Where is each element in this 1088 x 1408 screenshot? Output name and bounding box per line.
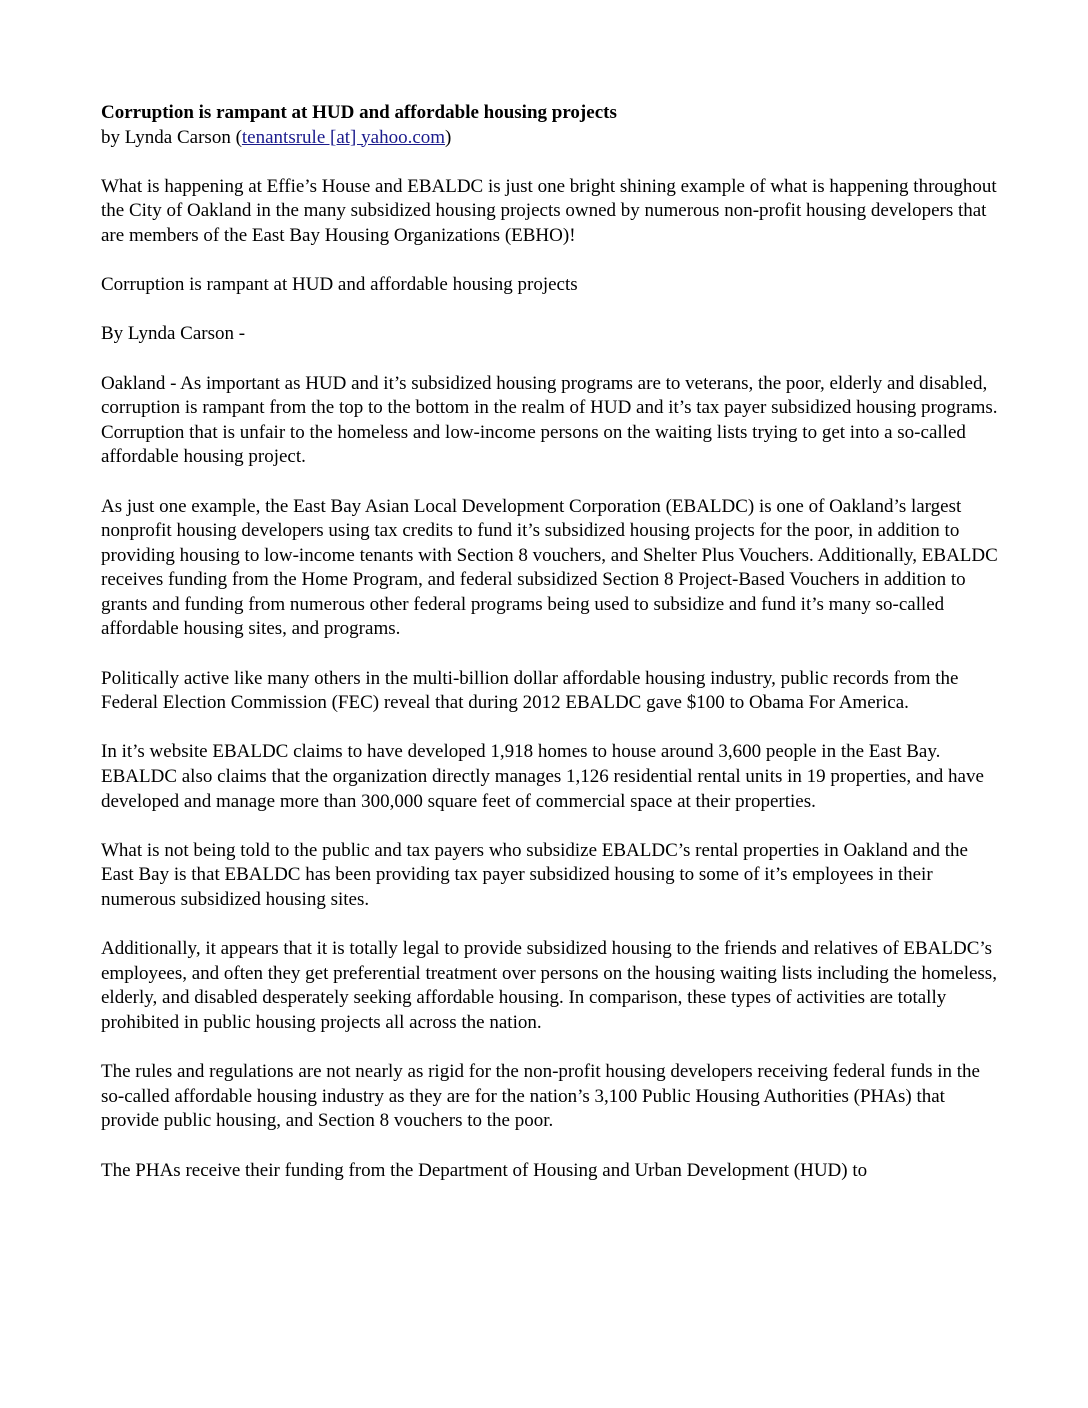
paragraph: Additionally, it appears that it is totally legal to provide subsidized housing to the friends and relatives of EBALDC’s employees, and often they get preferential treatment over persons on the housing waiting lists including the homeless, elderly, and disabled desperately seeking affordable housing. In comparison, these types of activities are totally prohibited in public housing projects all across the nation. (101, 938, 997, 1033)
paragraph: As just one example, the East Bay Asian Local Development Corporation (EBALDC) is one of Oakland’s largest nonprofit housing developers using tax credits to fund it’s subsidized housing projects for the poor, in addition to providing housing to low-income tenants with Section 8 vouchers, and Shelter Plus Vouchers. Additionally, EBALDC receives funding from the Home Program, and federal subsidized Section 8 Project-Based Vouchers in addition to grants and funding from numerous other federal programs being used to subsidize and fund it’s many so-called affordable housing sites, and programs. (101, 495, 998, 640)
paragraph: By Lynda Carson - (101, 323, 246, 345)
document-page (101, 101, 1001, 1208)
byline-prefix: by Lynda Carson ( (101, 126, 242, 148)
byline-suffix: ) (445, 126, 452, 148)
paragraph: The rules and regulations are not nearly as rigid for the non-profit housing developers receiving federal funds in the so-called affordable housing industry as they are for the nation’s 3,100 Public Housing Authorities (PHAs) that provide public housing, and Section 8 vouchers to the poor. (101, 1061, 980, 1132)
paragraph: What is happening at Effie’s House and EBALDC is just one bright shining example of what is happening throughout the City of Oakland in the many subsidized housing projects owned by numerous non-profit housing developers that are members of the East Bay Housing Organizations (EBHO)! (101, 175, 997, 246)
paragraph: Oakland - As important as HUD and it’s subsidized housing programs are to veterans, the poor, elderly and disabled, corruption is rampant from the top to the bottom in the realm of HUD and it’s tax payer subsidized housing programs. Corruption that is unfair to the homeless and low-income persons on the waiting lists trying to get into a so-called affordable housing project. (101, 372, 998, 468)
paragraph: Politically active like many others in the multi-billion dollar affordable housing industry, public records from the Federal Election Commission (FEC) reveal that during 2012 EBALDC gave $100 to Obama For America. (101, 667, 959, 714)
paragraph: The PHAs receive their funding from the Department of Housing and Urban Development (HUD) to (101, 1159, 868, 1181)
paragraph: Corruption is rampant at HUD and affordable housing projects (101, 274, 578, 296)
byline (101, 126, 1001, 151)
paragraph: In it’s website EBALDC claims to have developed 1,918 homes to house around 3,600 people in the East Bay. EBALDC also claims that the organization directly manages 1,126 residential rental units in 19 properties, and have developed and manage more than 300,000 square feet of commercial space at their properties. (101, 741, 984, 812)
article-title: Corruption is rampant at HUD and affordable housing projects (101, 102, 617, 123)
paragraph: What is not being told to the public and tax payers who subsidize EBALDC’s rental properties in Oakland and the East Bay is that EBALDC has been providing tax payer subsidized housing to some of it’s employees in their numerous subsidized housing sites. (101, 839, 968, 910)
author-email-link[interactable]: tenantsrule [at] yahoo.com (241, 126, 446, 148)
